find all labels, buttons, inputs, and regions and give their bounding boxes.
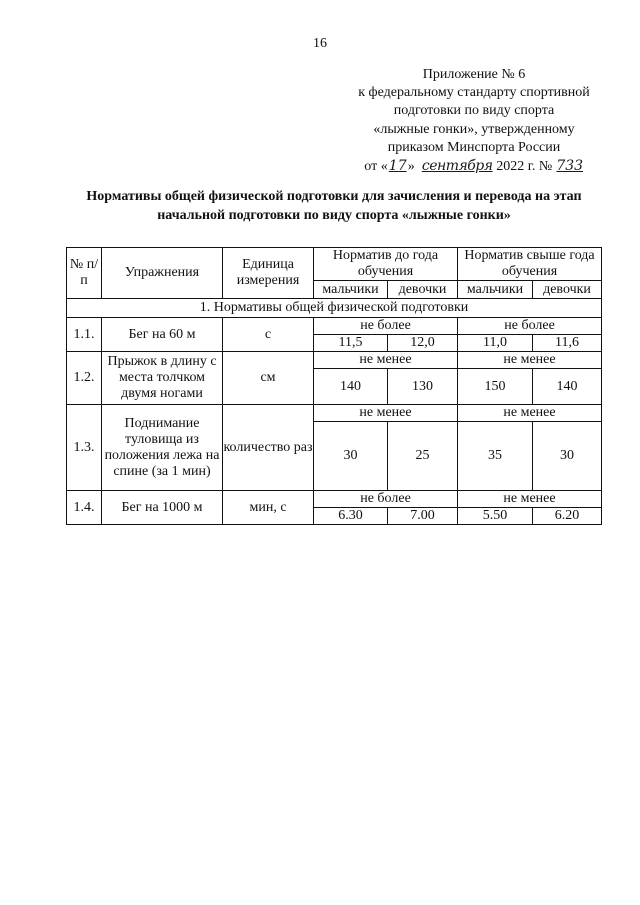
row-unit: см bbox=[223, 352, 314, 405]
header-group-over-year: Норматив свыше года обучения bbox=[458, 248, 602, 281]
value-cell: 140 bbox=[314, 369, 388, 405]
condition-cell: не менее bbox=[314, 352, 458, 369]
value-cell: 6.20 bbox=[533, 508, 602, 525]
row-unit: мин, с bbox=[223, 491, 314, 525]
title-line: Нормативы общей физической подготовки для зачисления и перевода на этап bbox=[86, 189, 582, 204]
condition-cell: не более bbox=[314, 491, 458, 508]
value-cell: 11,0 bbox=[458, 335, 533, 352]
condition-cell: не менее bbox=[314, 405, 458, 422]
value-cell: 130 bbox=[388, 369, 458, 405]
header-group-first-year: Норматив до года обучения bbox=[314, 248, 458, 281]
row-unit: количество раз bbox=[223, 405, 314, 491]
appendix-line: к федеральному стандарту спортивной bbox=[358, 85, 590, 101]
header-boys: мальчики bbox=[314, 281, 388, 299]
appendix-line: Приложение № 6 bbox=[422, 67, 526, 82]
value-cell: 35 bbox=[458, 422, 533, 491]
header-num: № п/п bbox=[67, 248, 102, 299]
appendix-line: «лыжные гонки», утвержденному bbox=[373, 121, 575, 137]
condition-cell: не менее bbox=[458, 491, 602, 508]
date-year: 2022 г. № bbox=[496, 159, 553, 175]
value-cell: 150 bbox=[458, 369, 533, 405]
row-exercise: Прыжок в длину с места толчком двумя ногами bbox=[102, 352, 223, 405]
value-cell: 25 bbox=[388, 422, 458, 491]
condition-cell: не более bbox=[458, 318, 602, 335]
value-cell: 7.00 bbox=[388, 508, 458, 525]
header-girls: девочки bbox=[388, 281, 458, 299]
value-cell: 6.30 bbox=[314, 508, 388, 525]
document-title bbox=[64, 188, 604, 225]
value-cell: 11,5 bbox=[314, 335, 388, 352]
title-line: начальной подготовки по виду спорта «лыжные гонки» bbox=[157, 207, 511, 223]
value-cell: 140 bbox=[533, 369, 602, 405]
row-exercise: Бег на 60 м bbox=[102, 318, 223, 352]
date-mid: » bbox=[407, 159, 415, 175]
handwritten-order-number: 733 bbox=[556, 158, 584, 175]
section-heading: 1. Нормативы общей физической подготовки bbox=[67, 299, 602, 318]
condition-cell: не менее bbox=[458, 352, 602, 369]
norms-table bbox=[66, 247, 602, 525]
header-exercise: Упражнения bbox=[102, 248, 223, 299]
page-number: 16 bbox=[313, 36, 327, 51]
row-num: 1.1. bbox=[67, 318, 102, 352]
handwritten-day: 17 bbox=[388, 158, 407, 175]
appendix-line: подготовки по виду спорта bbox=[393, 103, 555, 119]
row-num: 1.3. bbox=[67, 405, 102, 491]
handwritten-month: сентября bbox=[421, 158, 493, 175]
row-num: 1.2. bbox=[67, 352, 102, 405]
order-date-line bbox=[340, 157, 608, 176]
row-exercise: Поднимание туловища из положения лежа на спине (за 1 мин) bbox=[102, 405, 223, 491]
row-exercise: Бег на 1000 м bbox=[102, 491, 223, 525]
header-boys: мальчики bbox=[458, 281, 533, 299]
value-cell: 30 bbox=[314, 422, 388, 491]
header-girls: девочки bbox=[533, 281, 602, 299]
header-unit: Единица измерения bbox=[223, 248, 314, 299]
row-unit: с bbox=[223, 318, 314, 352]
appendix-line: приказом Минспорта России bbox=[387, 139, 561, 155]
condition-cell: не более bbox=[314, 318, 458, 335]
value-cell: 12,0 bbox=[388, 335, 458, 352]
date-prefix: от « bbox=[364, 159, 388, 175]
value-cell: 11,6 bbox=[533, 335, 602, 352]
row-num: 1.4. bbox=[67, 491, 102, 525]
appendix-block bbox=[340, 66, 608, 176]
value-cell: 30 bbox=[533, 422, 602, 491]
value-cell: 5.50 bbox=[458, 508, 533, 525]
condition-cell: не менее bbox=[458, 405, 602, 422]
